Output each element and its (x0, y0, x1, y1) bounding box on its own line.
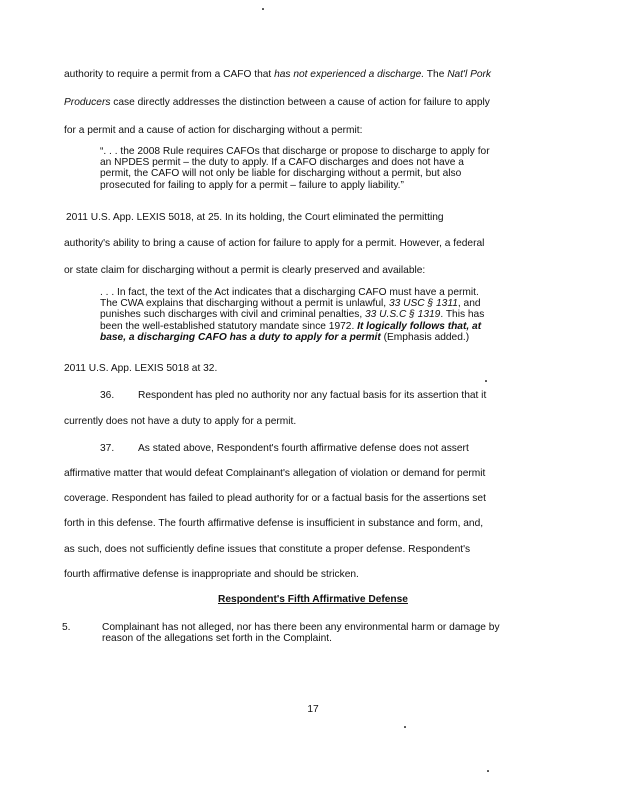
text-run: . This has (440, 309, 485, 321)
quote-line (100, 321, 540, 332)
quote-line (100, 309, 540, 320)
scan-speck (262, 8, 264, 10)
text-run: The (424, 69, 448, 80)
emphasis-text: has not experienced a discharge. (274, 69, 425, 80)
citation-2: 2011 U.S. App. LEXIS 5018 at 32. (64, 363, 218, 374)
paragraph-number: 36. (100, 390, 115, 401)
body-line-1 (64, 69, 564, 81)
paragraph-37-line-4: forth in this defense. The fourth affirmative defense is insufficient in substance and form, and, (64, 518, 484, 529)
paragraph-number: 37. (100, 443, 115, 454)
quote-line: . . . In fact, the text of the Act indicates that a discharging CAFO must have a permit. (100, 287, 479, 298)
paragraph-37-line-3: coverage. Respondent has failed to plead authority for or a factual basis for the assertions set (64, 493, 486, 504)
paragraph-36-line-2: currently does not have a duty to apply for a permit. (64, 416, 297, 427)
quote-line (100, 298, 540, 309)
paragraph-37-line-5: as such, does not sufficiently define issues that constitute a proper defense. Respondent's (64, 544, 471, 555)
scan-speck (487, 770, 489, 772)
quote-line (100, 332, 540, 343)
scan-speck (485, 380, 487, 382)
case-name: Nat'l Pork (447, 69, 492, 80)
text-run: (Emphasis added.) (380, 331, 470, 343)
quote-line: permit, the CAFO will not only be liable for discharging without a permit, but also (100, 168, 462, 180)
statute-cite: 33 U.S.C § 1319 (365, 309, 441, 321)
text-run: The CWA explains that discharging without a permit is unlawful, (100, 298, 389, 310)
paragraph-37-line-6: fourth affirmative defense is inappropriate and should be stricken. (64, 569, 359, 580)
section-heading: Respondent's Fifth Affirmative Defense (218, 594, 408, 605)
quote-line: prosecuted for failing to apply for a permit – failure to apply liability.” (100, 179, 404, 191)
block-quote-2 (100, 287, 540, 343)
text-run: , and (457, 298, 481, 310)
quote-line: “. . . the 2008 Rule requires CAFOs that discharge or propose to discharge to apply for (100, 146, 490, 157)
defense-number: 5. (62, 622, 71, 633)
text-run: been the well-established statutory mandate since 1972. (100, 320, 358, 332)
text-run: Respondent has pled no authority nor any factual basis for its assertion that it (138, 390, 487, 401)
paragraph-36-line-1 (64, 390, 564, 402)
paragraph-37-line-2: affirmative matter that would defeat Complainant's allegation of violation or demand for permit (64, 468, 486, 479)
paragraph-37-line-1 (64, 443, 564, 455)
statute-cite: 33 USC § 1311 (388, 298, 458, 310)
page-number: 17 (307, 704, 319, 715)
quote-line: an NPDES permit – the duty to apply. If a CAFO discharges and does not have a (100, 157, 464, 169)
body-line-6: or state claim for discharging without a permit is clearly preserved and available: (64, 265, 426, 276)
text-run: punishes such discharges with civil and criminal penalties, (100, 309, 366, 321)
emphasized-text: It logically follows that, at (357, 320, 482, 332)
body-line-5: authority's ability to bring a cause of action for failure to apply for a permit. However, a federal (64, 238, 485, 249)
emphasized-text: base, a discharging CAFO has a duty to apply for a permit (100, 331, 381, 343)
citation-1: 2011 U.S. App. LEXIS 5018, at 25. In its holding, the Court eliminated the permitting (66, 212, 444, 223)
body-line-2 (64, 97, 564, 109)
body-line-3: for a permit and a cause of action for discharging without a permit: (64, 125, 363, 136)
text-run: case directly addresses the distinction between a cause of action for failure to apply (110, 97, 490, 108)
text-run: authority to require a permit from a CAFO that (64, 69, 275, 80)
text-run: As stated above, Respondent's fourth affirmative defense does not assert (138, 443, 469, 454)
scan-speck (404, 726, 406, 728)
block-quote-1 (100, 146, 540, 191)
case-name: Producers (64, 97, 111, 108)
defense-text (102, 622, 542, 645)
defense-line: Complainant has not alleged, nor has there been any environmental harm or damage by (102, 622, 500, 633)
defense-line: reason of the allegations set forth in the Complaint. (102, 633, 332, 645)
